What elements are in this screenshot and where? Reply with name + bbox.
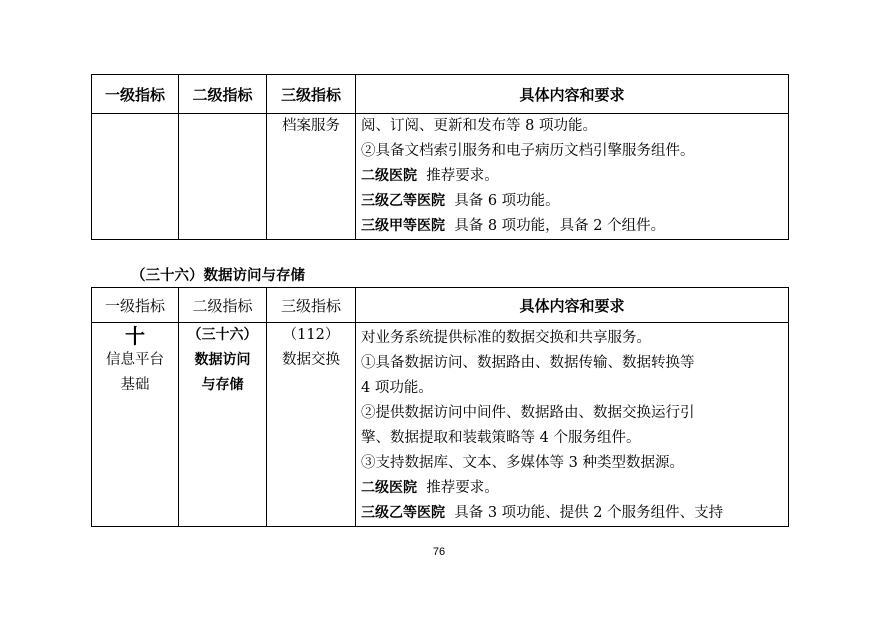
content-line: ②提供数据访问中间件、数据路由、数据交换运行引	[361, 405, 695, 421]
table-row	[92, 114, 789, 240]
header-level2: 二级指标	[179, 75, 267, 114]
level2-text: （三十六）	[187, 327, 258, 343]
level1-text: 信息平台	[106, 352, 164, 368]
content-line: ①具备数据访问、数据路由、数据传输、数据转换等	[361, 355, 695, 371]
cell-level2	[179, 323, 267, 527]
content-line: 三级甲等医院 具备 8 项功能，具备 2 个组件。	[361, 218, 666, 234]
content-line: 对业务系统提供标准的数据交换和共享服务。	[361, 330, 651, 346]
cell-level3	[267, 114, 356, 240]
content-line: 4 项功能。	[361, 380, 433, 396]
content-line: 二级医院 推荐要求。	[361, 480, 499, 496]
header-content: 具体内容和要求	[356, 75, 789, 114]
content-line: ③支持数据库、文本、多媒体等 3 种类型数据源。	[361, 455, 684, 471]
section-title: （三十六）数据访问与存储	[131, 267, 305, 284]
page-number: 76	[432, 546, 446, 558]
header-level3: 三级指标	[267, 75, 356, 114]
content-line: 擎、数据提取和装载策略等 4 个服务组件。	[361, 430, 641, 446]
table-header-row	[92, 288, 789, 323]
cell-level1	[92, 323, 179, 527]
table-header-row	[92, 75, 789, 114]
cell-content	[356, 323, 789, 527]
table-row	[92, 323, 789, 527]
header-level1: 一级指标	[92, 75, 179, 114]
content-line: 三级乙等医院 具备 6 项功能。	[361, 193, 560, 209]
header-content: 具体内容和要求	[356, 288, 789, 323]
level1-text: 基础	[120, 377, 150, 393]
content-line: 二级医院 推荐要求。	[361, 168, 499, 184]
level3-text: 数据交换	[282, 352, 340, 368]
level2-text: 与存储	[201, 377, 244, 393]
cell-level3	[267, 323, 356, 527]
content-line: ②具备文档索引服务和电子病历文档引擎服务组件。	[361, 143, 695, 159]
table-top	[91, 74, 789, 240]
table-bottom	[91, 287, 789, 527]
content-line: 阅、订阅、更新和发布等 8 项功能。	[361, 118, 597, 134]
cell-level2	[179, 114, 267, 240]
header-level2: 二级指标	[179, 288, 267, 323]
content-line: 三级乙等医院 具备 3 项功能、提供 2 个服务组件、支持	[361, 505, 724, 521]
cell-content	[356, 114, 789, 240]
cell-level1	[92, 114, 179, 240]
header-level1: 一级指标	[92, 288, 179, 323]
header-level3: 三级指标	[267, 288, 356, 323]
level2-text: 数据访问	[194, 352, 251, 368]
level3-text: （112）	[282, 327, 340, 343]
level3-text: 档案服务	[282, 118, 340, 134]
level1-numeral: 十	[125, 324, 145, 348]
